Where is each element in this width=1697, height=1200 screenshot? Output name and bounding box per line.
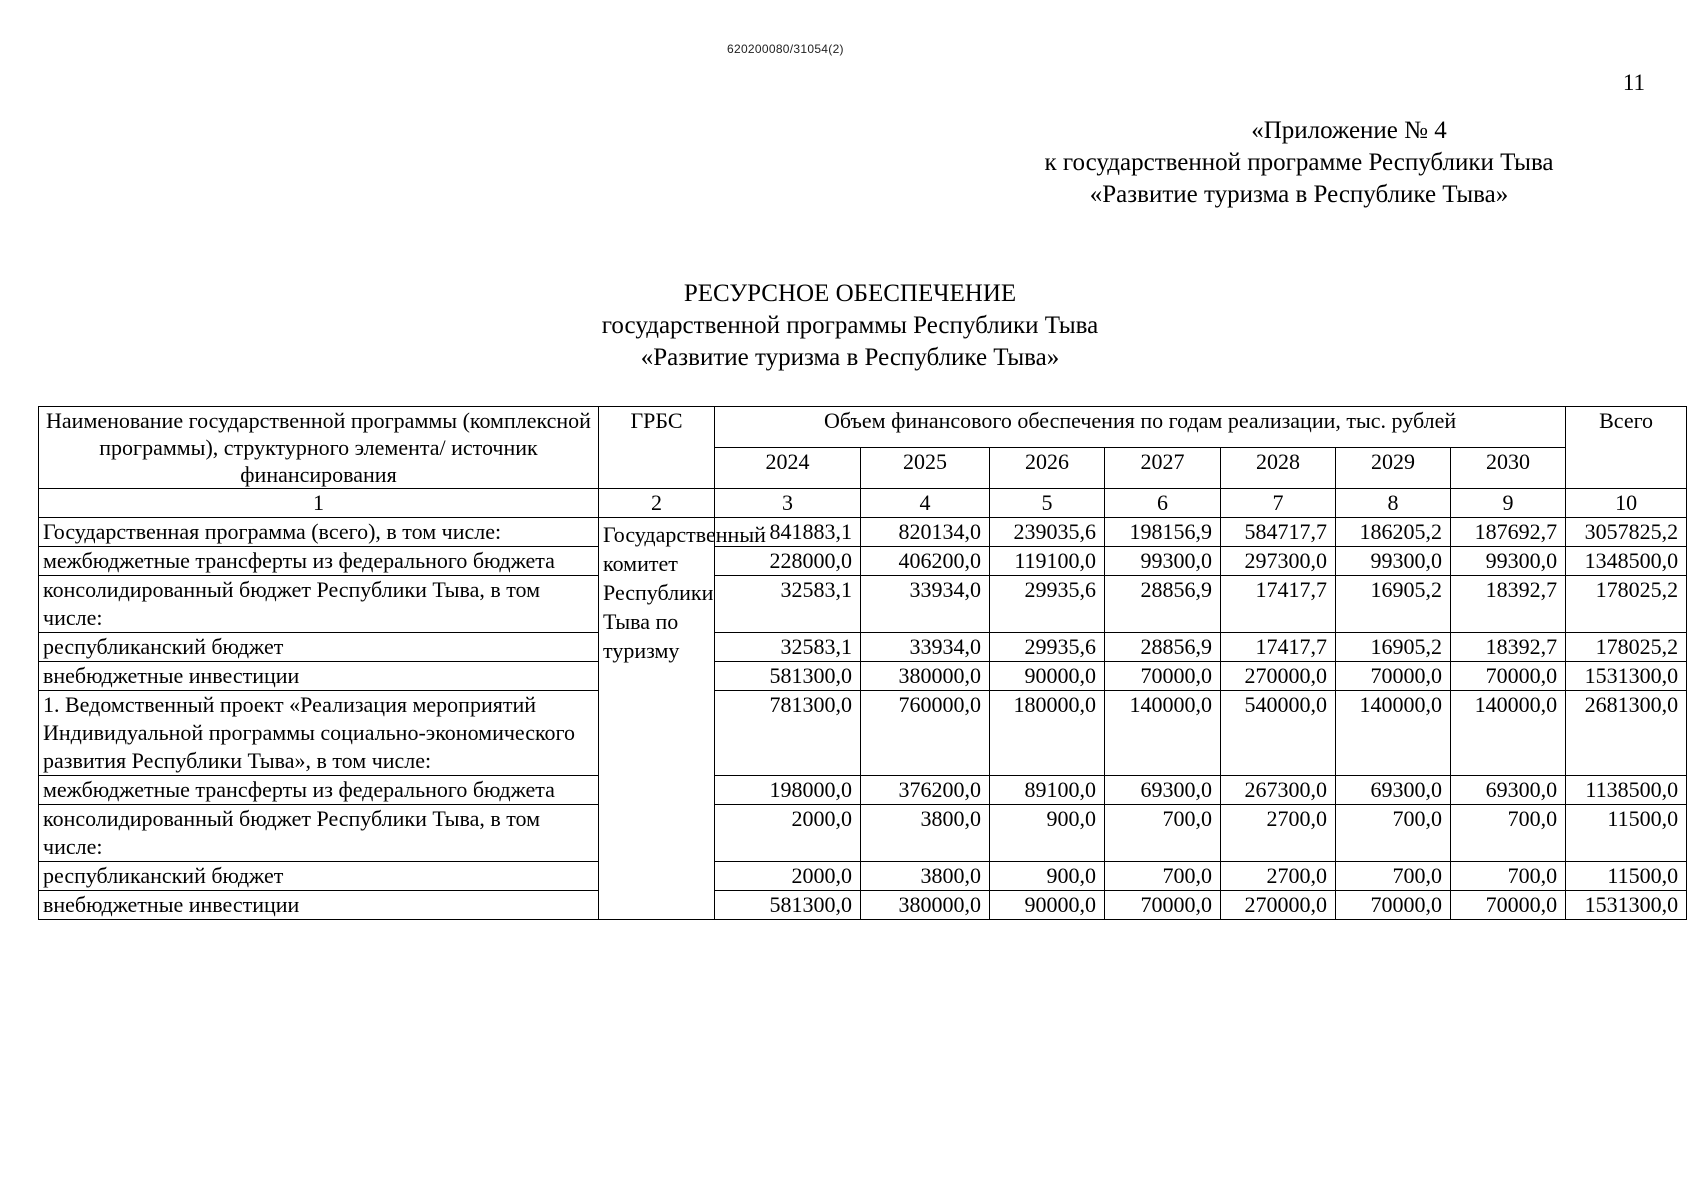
value-cell: 89100,0 xyxy=(990,776,1105,805)
value-cell: 700,0 xyxy=(1105,805,1221,862)
value-cell: 29935,6 xyxy=(990,633,1105,662)
table-row xyxy=(39,805,1687,862)
value-cell: 376200,0 xyxy=(861,776,990,805)
total-cell: 11500,0 xyxy=(1566,862,1687,891)
column-index: 9 xyxy=(1451,489,1566,518)
resource-table xyxy=(38,406,1687,920)
col-name-header: Наименование государственной программы (комплексной программы), структурного элемента/ источник финансирования xyxy=(39,407,599,489)
value-cell: 581300,0 xyxy=(715,891,861,920)
title-line-3: «Развитие туризма в Республике Тыва» xyxy=(640,344,1060,371)
row-name: внебюджетные инвестиции xyxy=(39,662,599,691)
value-cell: 69300,0 xyxy=(1105,776,1221,805)
row-name: межбюджетные трансферты из федерального бюджета xyxy=(39,776,599,805)
table-row xyxy=(39,776,1687,805)
table-row xyxy=(39,518,1687,547)
value-cell: 198000,0 xyxy=(715,776,861,805)
column-index: 3 xyxy=(715,489,861,518)
column-index: 8 xyxy=(1336,489,1451,518)
table-row xyxy=(39,547,1687,576)
value-cell: 380000,0 xyxy=(861,662,990,691)
value-cell: 760000,0 xyxy=(861,691,990,776)
table-row xyxy=(39,862,1687,891)
table-row xyxy=(39,576,1687,633)
row-name: Государственная программа (всего), в том числе: xyxy=(39,518,599,547)
column-index: 4 xyxy=(861,489,990,518)
column-index: 5 xyxy=(990,489,1105,518)
value-cell: 99300,0 xyxy=(1105,547,1221,576)
document-title xyxy=(530,278,1170,374)
value-cell: 70000,0 xyxy=(1336,891,1451,920)
column-index: 6 xyxy=(1105,489,1221,518)
column-index: 2 xyxy=(599,489,715,518)
appendix-line-3: «Развитие туризма в Республике Тыва» xyxy=(1089,181,1509,208)
value-cell: 33934,0 xyxy=(861,576,990,633)
value-cell: 841883,1 xyxy=(715,518,861,547)
value-cell: 239035,6 xyxy=(990,518,1105,547)
value-cell: 28856,9 xyxy=(1105,576,1221,633)
value-cell: 900,0 xyxy=(990,862,1105,891)
value-cell: 28856,9 xyxy=(1105,633,1221,662)
total-cell: 178025,2 xyxy=(1566,633,1687,662)
value-cell: 16905,2 xyxy=(1336,633,1451,662)
value-cell: 198156,9 xyxy=(1105,518,1221,547)
value-cell: 70000,0 xyxy=(1336,662,1451,691)
value-cell: 70000,0 xyxy=(1451,891,1566,920)
year-header: 2030 xyxy=(1451,448,1566,489)
value-cell: 3800,0 xyxy=(861,805,990,862)
value-cell: 2000,0 xyxy=(715,862,861,891)
value-cell: 90000,0 xyxy=(990,662,1105,691)
value-cell: 700,0 xyxy=(1336,862,1451,891)
value-cell: 70000,0 xyxy=(1105,662,1221,691)
value-cell: 33934,0 xyxy=(861,633,990,662)
value-cell: 2700,0 xyxy=(1221,805,1336,862)
total-cell: 1348500,0 xyxy=(1566,547,1687,576)
value-cell: 69300,0 xyxy=(1451,776,1566,805)
value-cell: 90000,0 xyxy=(990,891,1105,920)
total-cell: 178025,2 xyxy=(1566,576,1687,633)
value-cell: 270000,0 xyxy=(1221,662,1336,691)
total-cell: 1531300,0 xyxy=(1566,662,1687,691)
value-cell: 270000,0 xyxy=(1221,891,1336,920)
value-cell: 18392,7 xyxy=(1451,576,1566,633)
value-cell: 17417,7 xyxy=(1221,576,1336,633)
column-index: 1 xyxy=(39,489,599,518)
value-cell: 119100,0 xyxy=(990,547,1105,576)
value-cell: 140000,0 xyxy=(1105,691,1221,776)
value-cell: 406200,0 xyxy=(861,547,990,576)
value-cell: 581300,0 xyxy=(715,662,861,691)
column-index: 10 xyxy=(1566,489,1687,518)
total-cell: 3057825,2 xyxy=(1566,518,1687,547)
value-cell: 99300,0 xyxy=(1336,547,1451,576)
value-cell: 32583,1 xyxy=(715,633,861,662)
title-line-2: государственной программы Республики Тыва xyxy=(601,312,1099,339)
value-cell: 267300,0 xyxy=(1221,776,1336,805)
value-cell: 700,0 xyxy=(1105,862,1221,891)
value-cell: 2700,0 xyxy=(1221,862,1336,891)
page-number: 11 xyxy=(1622,70,1645,95)
value-cell: 69300,0 xyxy=(1336,776,1451,805)
col-grbs-header: ГРБС xyxy=(599,407,715,489)
table-row xyxy=(39,891,1687,920)
row-name: консолидированный бюджет Республики Тыва, в том числе: xyxy=(39,805,599,862)
total-cell: 2681300,0 xyxy=(1566,691,1687,776)
value-cell: 17417,7 xyxy=(1221,633,1336,662)
value-cell: 18392,7 xyxy=(1451,633,1566,662)
value-cell: 70000,0 xyxy=(1451,662,1566,691)
value-cell: 140000,0 xyxy=(1336,691,1451,776)
year-header: 2026 xyxy=(990,448,1105,489)
appendix-line-2: к государственной программе Республики Тыва xyxy=(1044,149,1554,176)
col-volume-header: Объем финансового обеспечения по годам реализации, тыс. рублей xyxy=(715,407,1566,448)
year-header: 2024 xyxy=(715,448,861,489)
row-name: республиканский бюджет xyxy=(39,862,599,891)
value-cell: 140000,0 xyxy=(1451,691,1566,776)
document-id: 620200080/31054(2) xyxy=(727,42,844,56)
year-header: 2029 xyxy=(1336,448,1451,489)
value-cell: 32583,1 xyxy=(715,576,861,633)
value-cell: 781300,0 xyxy=(715,691,861,776)
title-line-1: РЕСУРСНОЕ ОБЕСПЕЧЕНИЕ xyxy=(683,280,1017,307)
value-cell: 900,0 xyxy=(990,805,1105,862)
row-name: консолидированный бюджет Республики Тыва, в том числе: xyxy=(39,576,599,633)
value-cell: 584717,7 xyxy=(1221,518,1336,547)
table-row xyxy=(39,633,1687,662)
value-cell: 700,0 xyxy=(1451,805,1566,862)
table-row xyxy=(39,662,1687,691)
value-cell: 380000,0 xyxy=(861,891,990,920)
index-row xyxy=(39,489,1687,518)
table-row xyxy=(39,691,1687,776)
row-name: республиканский бюджет xyxy=(39,633,599,662)
value-cell: 540000,0 xyxy=(1221,691,1336,776)
row-name: межбюджетные трансферты из федерального бюджета xyxy=(39,547,599,576)
grbs-cell: Государственный комитет Республики Тыва по туризму xyxy=(599,518,715,920)
row-name: внебюджетные инвестиции xyxy=(39,891,599,920)
value-cell: 187692,7 xyxy=(1451,518,1566,547)
value-cell: 297300,0 xyxy=(1221,547,1336,576)
value-cell: 228000,0 xyxy=(715,547,861,576)
header-row xyxy=(39,407,1687,448)
appendix-line-1: «Приложение № 4 xyxy=(1251,117,1447,144)
value-cell: 70000,0 xyxy=(1105,891,1221,920)
year-header: 2025 xyxy=(861,448,990,489)
value-cell: 2000,0 xyxy=(715,805,861,862)
total-cell: 1531300,0 xyxy=(1566,891,1687,920)
appendix-header xyxy=(939,115,1659,211)
value-cell: 820134,0 xyxy=(861,518,990,547)
total-cell: 11500,0 xyxy=(1566,805,1687,862)
year-header: 2027 xyxy=(1105,448,1221,489)
value-cell: 99300,0 xyxy=(1451,547,1566,576)
col-total-header: Всего xyxy=(1566,407,1687,489)
column-index: 7 xyxy=(1221,489,1336,518)
value-cell: 3800,0 xyxy=(861,862,990,891)
value-cell: 700,0 xyxy=(1451,862,1566,891)
value-cell: 29935,6 xyxy=(990,576,1105,633)
year-header: 2028 xyxy=(1221,448,1336,489)
value-cell: 16905,2 xyxy=(1336,576,1451,633)
total-cell: 1138500,0 xyxy=(1566,776,1687,805)
row-name: 1. Ведомственный проект «Реализация мероприятий Индивидуальной программы социально-экономического развития Республики Тыва», в том числе: xyxy=(39,691,599,776)
value-cell: 700,0 xyxy=(1336,805,1451,862)
value-cell: 186205,2 xyxy=(1336,518,1451,547)
value-cell: 180000,0 xyxy=(990,691,1105,776)
